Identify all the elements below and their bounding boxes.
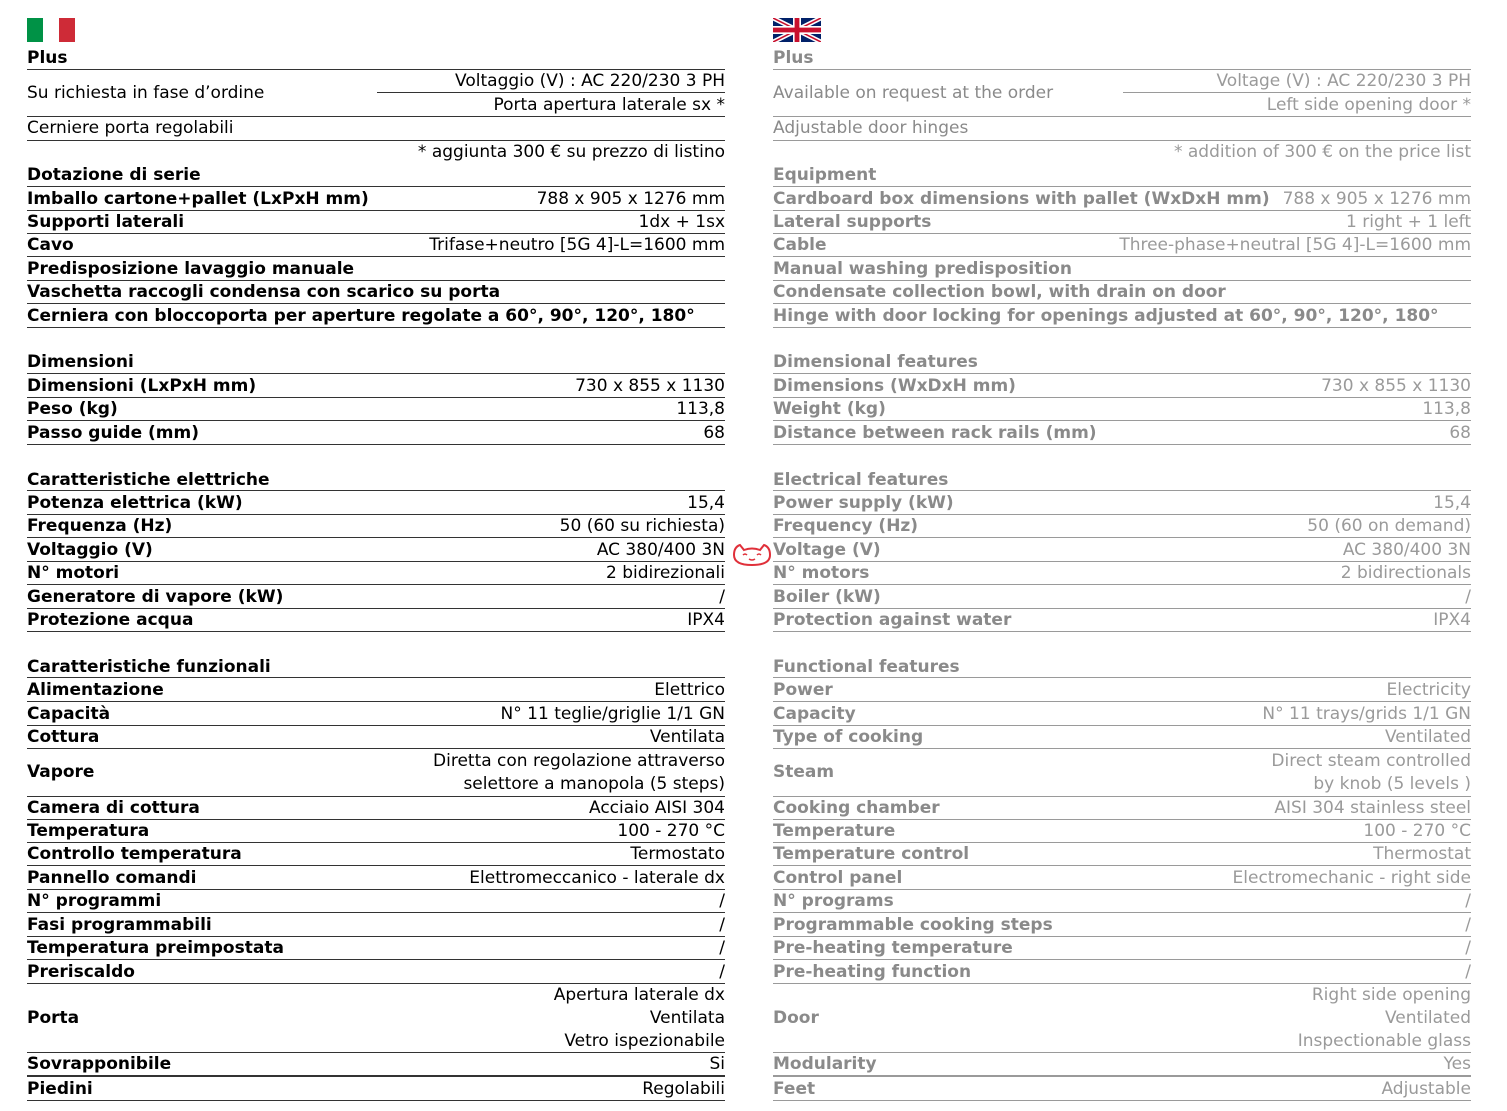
door-label: Porta (27, 1008, 80, 1028)
row-divider (27, 256, 725, 257)
spec-value: / (719, 891, 725, 911)
spec-value: Si (709, 1054, 725, 1074)
functional-title: Functional features (773, 657, 960, 677)
spec-value: Regolabili (642, 1079, 725, 1099)
spec-label: Pannello comandi (27, 868, 197, 888)
spec-value: / (1465, 891, 1471, 911)
spec-value: / (1465, 938, 1471, 958)
spec-value: Trifase+neutro [5G 4]-L=1600 mm (429, 235, 725, 255)
door-value: Ventilata (649, 1008, 725, 1028)
hinges-label: Adjustable door hinges (773, 118, 969, 138)
row-divider (27, 912, 725, 913)
spec-label: Programmable cooking steps (773, 915, 1053, 935)
spec-value: / (719, 915, 725, 935)
spec-label: Condensate collection bowl, with drain on door (773, 282, 1226, 302)
door-value: Ventilated (1385, 1008, 1471, 1028)
spec-label: Type of cooking (773, 727, 924, 747)
spec-value: 68 (1449, 423, 1471, 443)
spec-label: Imballo cartone+pallet (LxPxH mm) (27, 189, 369, 209)
spec-value: 2 bidirezionali (605, 563, 725, 583)
dimensions-title: Dimensional features (773, 352, 978, 372)
row-divider (773, 537, 1471, 538)
spec-label: Feet (773, 1079, 816, 1099)
request-door: Porta apertura laterale sx * (493, 95, 725, 115)
spec-value: 1 right + 1 left (1346, 212, 1471, 232)
spec-value: 788 x 905 x 1276 mm (536, 189, 725, 209)
spec-label: Boiler (kW) (773, 587, 881, 607)
request-label: Available on request at the order (773, 83, 1054, 103)
spec-label: Modularity (773, 1054, 877, 1074)
row-divider (27, 959, 725, 960)
row-divider (773, 490, 1471, 491)
spec-value: 68 (703, 423, 725, 443)
spec-label: Passo guide (mm) (27, 423, 199, 443)
spec-value: Elettrico (654, 680, 725, 700)
spec-label: Cottura (27, 727, 100, 747)
spec-label: Sovrapponibile (27, 1054, 172, 1074)
spec-value: / (719, 938, 725, 958)
row-divider (27, 373, 725, 374)
equipment-title: Equipment (773, 165, 877, 185)
spec-label: Voltaggio (V) (27, 540, 153, 560)
spec-label: Dimensions (WxDxH mm) (773, 376, 1016, 396)
row-divider (27, 186, 725, 187)
spec-value: / (1465, 962, 1471, 982)
spec-value: / (1465, 915, 1471, 935)
row-divider (773, 865, 1471, 866)
spec-value: Thermostat (1373, 844, 1471, 864)
steam-value: by knob (5 levels ) (1313, 774, 1471, 794)
spec-value: 100 - 270 °C (617, 821, 725, 841)
spec-value: 113,8 (676, 399, 725, 419)
row-divider (27, 397, 725, 398)
spec-value: 730 x 855 x 1130 (575, 376, 725, 396)
spec-label: Vaschetta raccogli condensa con scarico su porta (27, 282, 501, 302)
spec-label: Pre-heating function (773, 962, 972, 982)
spec-label: Lateral supports (773, 212, 932, 232)
spec-value: N° 11 teglie/griglie 1/1 GN (500, 704, 725, 724)
equipment-title: Dotazione di serie (27, 165, 201, 185)
row-divider (27, 303, 725, 304)
spec-label: Frequency (Hz) (773, 516, 919, 536)
uk-flag-icon (773, 18, 821, 42)
row-divider (773, 444, 1471, 445)
spec-label: N° programmi (27, 891, 162, 911)
request-voltage: Voltage (V) : AC 220/230 3 PH (1216, 71, 1471, 91)
spec-label: Generatore di vapore (kW) (27, 587, 284, 607)
spec-value: 2 bidirectionals (1340, 563, 1471, 583)
spec-label: Voltage (V) (773, 540, 881, 560)
spec-value: Acciaio AISI 304 (589, 798, 725, 818)
spec-value: Three-phase+neutral [5G 4]-L=1600 mm (1119, 235, 1471, 255)
row-divider (773, 327, 1471, 328)
row-divider (773, 256, 1471, 257)
cat-face-icon (730, 541, 774, 567)
spec-label: Cooking chamber (773, 798, 940, 818)
spec-value: Termostato (630, 844, 725, 864)
spec-label: N° motori (27, 563, 120, 583)
spec-label: Dimensioni (LxPxH mm) (27, 376, 257, 396)
spec-label: Cavo (27, 235, 74, 255)
row-divider (27, 1075, 725, 1077)
row-divider (773, 303, 1471, 304)
row-divider (773, 1052, 1471, 1053)
spec-label: Controllo temperatura (27, 844, 242, 864)
spec-value: / (719, 962, 725, 982)
row-divider (773, 584, 1471, 585)
spec-value: Ventilata (649, 727, 725, 747)
request-door: Left side opening door * (1266, 95, 1471, 115)
row-divider (377, 92, 725, 93)
spec-label: Weight (kg) (773, 399, 886, 419)
spec-value: AISI 304 stainless steel (1274, 798, 1471, 818)
spec-value: AC 380/400 3N (1342, 540, 1471, 560)
row-divider (773, 631, 1471, 632)
spec-label: Temperatura preimpostata (27, 938, 284, 958)
row-divider (773, 420, 1471, 421)
spec-value: AC 380/400 3N (596, 540, 725, 560)
plus-title: Plus (773, 48, 814, 68)
spec-label: Piedini (27, 1079, 93, 1099)
functional-title: Caratteristiche funzionali (27, 657, 271, 677)
door-value: Apertura laterale dx (553, 985, 725, 1005)
row-divider (773, 677, 1471, 678)
spec-label: Temperatura (27, 821, 150, 841)
spec-label: Camera di cottura (27, 798, 200, 818)
electrical-title: Electrical features (773, 470, 949, 490)
spec-label: Temperature (773, 821, 896, 841)
price-note: * addition of 300 € on the price list (1173, 142, 1471, 162)
spec-value: / (719, 587, 725, 607)
spec-value: 100 - 270 °C (1363, 821, 1471, 841)
steam-value: selettore a manopola (5 steps) (463, 774, 725, 794)
spec-value: 788 x 905 x 1276 mm (1282, 189, 1471, 209)
steam-label: Vapore (27, 762, 95, 782)
request-voltage: Voltaggio (V) : AC 220/230 3 PH (455, 71, 725, 91)
row-divider (27, 327, 725, 328)
spec-label: N° programs (773, 891, 894, 911)
request-label: Su richiesta in fase d’ordine (27, 83, 265, 103)
spec-label: Preriscaldo (27, 962, 135, 982)
door-value: Vetro ispezionabile (564, 1031, 725, 1051)
row-divider (27, 420, 725, 421)
spec-label: Capacity (773, 704, 856, 724)
spec-value: 15,4 (687, 493, 725, 513)
spec-value: Electromechanic - right side (1232, 868, 1471, 888)
spec-value: N° 11 trays/grids 1/1 GN (1262, 704, 1471, 724)
spec-label: Hinge with door locking for openings adjusted at 60°, 90°, 120°, 180° (773, 306, 1439, 326)
spec-value: Elettromeccanico - laterale dx (469, 868, 725, 888)
door-value: Right side opening (1311, 985, 1471, 1005)
spec-value: Ventilated (1385, 727, 1471, 747)
spec-value: Electricity (1386, 680, 1471, 700)
row-divider (1123, 92, 1471, 93)
dimensions-title: Dimensioni (27, 352, 134, 372)
row-divider (773, 186, 1471, 187)
italian-flag-icon (27, 18, 75, 42)
hinges-label: Cerniere porta regolabili (27, 118, 234, 138)
spec-value: 730 x 855 x 1130 (1321, 376, 1471, 396)
row-divider (773, 1100, 1471, 1101)
spec-value: Yes (1443, 1054, 1471, 1074)
spec-label: Protezione acqua (27, 610, 194, 630)
row-divider (27, 1100, 725, 1101)
spec-value: 1dx + 1sx (638, 212, 725, 232)
spec-label: Manual washing predisposition (773, 259, 1072, 279)
row-divider (773, 1075, 1471, 1077)
spec-label: Pre-heating temperature (773, 938, 1013, 958)
row-divider (773, 373, 1471, 374)
row-divider (27, 444, 725, 445)
spec-label: Cerniera con bloccoporta per aperture regolate a 60°, 90°, 120°, 180° (27, 306, 695, 326)
steam-label: Steam (773, 762, 835, 782)
spec-label: Power (773, 680, 833, 700)
spec-label: Capacità (27, 704, 111, 724)
row-divider (773, 959, 1471, 960)
row-divider (773, 748, 1471, 749)
steam-value: Diretta con regolazione attraverso (433, 751, 725, 771)
row-divider (773, 912, 1471, 913)
spec-label: Alimentazione (27, 680, 164, 700)
door-value: Inspectionable glass (1297, 1031, 1471, 1051)
row-divider (27, 584, 725, 585)
spec-label: Fasi programmabili (27, 915, 212, 935)
spec-value: 50 (60 su richiesta) (559, 516, 725, 536)
row-divider (27, 701, 725, 702)
spec-value: Adjustable (1381, 1079, 1471, 1099)
spec-label: Predisposizione lavaggio manuale (27, 259, 355, 279)
row-divider (27, 748, 725, 749)
spec-label: Control panel (773, 868, 903, 888)
row-divider (27, 725, 725, 726)
spec-label: Cable (773, 235, 827, 255)
spec-value: IPX4 (1433, 610, 1471, 630)
spec-label: Peso (kg) (27, 399, 118, 419)
spec-label: Cardboard box dimensions with pallet (WxDxH mm) (773, 189, 1270, 209)
row-divider (27, 677, 725, 678)
spec-label: Protection against water (773, 610, 1012, 630)
spec-label: Frequenza (Hz) (27, 516, 173, 536)
spec-label: Power supply (kW) (773, 493, 954, 513)
spec-value: 113,8 (1422, 399, 1471, 419)
plus-title: Plus (27, 48, 68, 68)
row-divider (27, 865, 725, 866)
row-divider (27, 631, 725, 632)
row-divider (773, 701, 1471, 702)
steam-value: Direct steam controlled (1271, 751, 1471, 771)
spec-value: 50 (60 on demand) (1307, 516, 1471, 536)
spec-value: / (1465, 587, 1471, 607)
electrical-title: Caratteristiche elettriche (27, 470, 270, 490)
spec-label: N° motors (773, 563, 870, 583)
spec-value: 15,4 (1433, 493, 1471, 513)
spec-label: Distance between rack rails (mm) (773, 423, 1097, 443)
spec-label: Temperature control (773, 844, 970, 864)
door-label: Door (773, 1008, 819, 1028)
price-note: * aggiunta 300 € su prezzo di listino (417, 142, 725, 162)
spec-label: Potenza elettrica (kW) (27, 493, 243, 513)
spec-label: Supporti laterali (27, 212, 185, 232)
row-divider (27, 537, 725, 538)
row-divider (27, 490, 725, 491)
spec-value: IPX4 (687, 610, 725, 630)
